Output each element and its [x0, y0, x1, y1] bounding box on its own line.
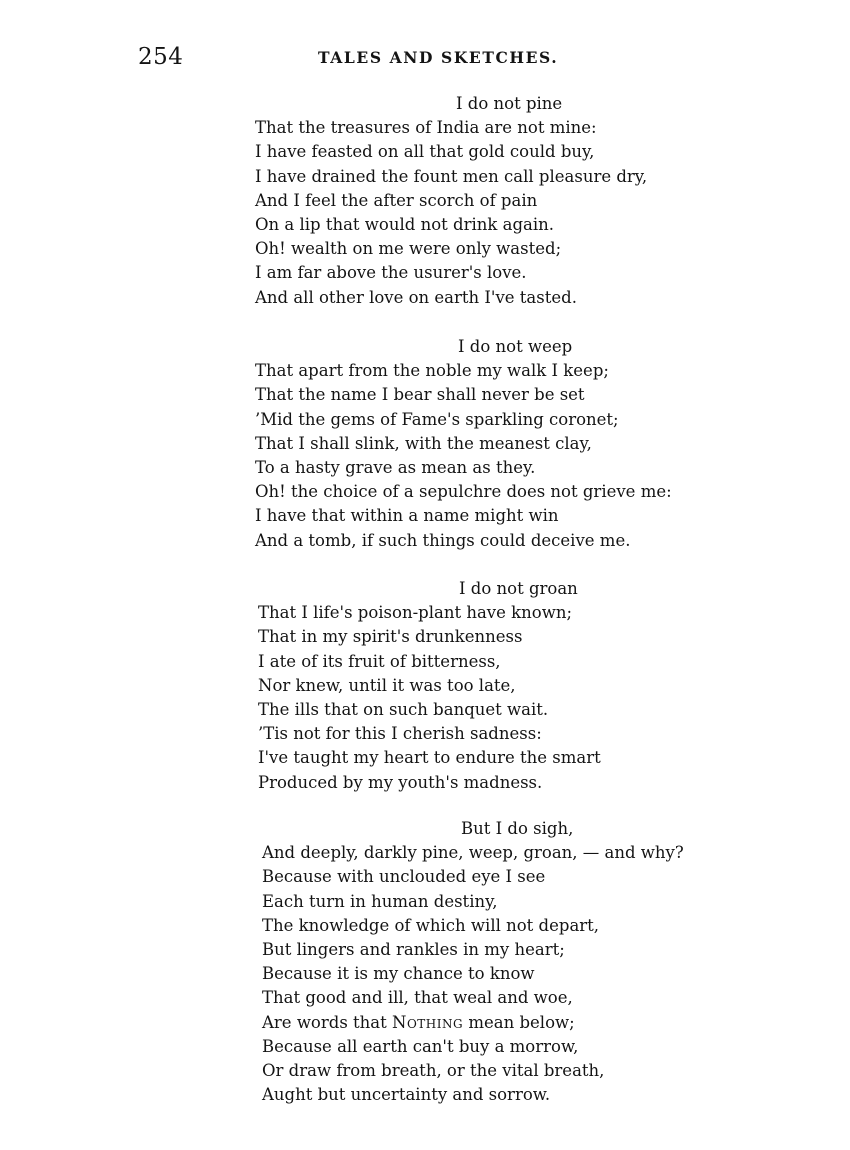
stanza-lead: But I do sigh,	[461, 819, 574, 838]
stanza-3	[0, 577, 850, 795]
verse-line: I am far above the usurer's love.	[255, 263, 527, 283]
verse-line: The ills that on such banquet wait.	[258, 700, 549, 720]
verse-line: I have feasted on all that gold could buy,	[255, 142, 595, 162]
verse-line: But lingers and rankles in my heart;	[262, 940, 565, 960]
page-number: 254	[138, 44, 184, 70]
verse-line: And all other love on earth I've tasted.	[255, 287, 577, 307]
verse-line: Or draw from breath, or the vital breath,	[262, 1061, 605, 1081]
verse-line: Nor knew, until it was too late,	[258, 675, 516, 695]
verse-line: That I shall slink, with the meanest clay,	[255, 433, 592, 453]
verse-line: And a tomb, if such things could deceive me.	[255, 530, 631, 550]
verse-line: Each turn in human destiny,	[262, 891, 498, 911]
verse-line: Oh! the choice of a sepulchre does not grieve me:	[255, 482, 672, 502]
verse-line: That the treasures of India are not mine:	[255, 118, 597, 138]
verse-line: Produced by my youth's madness.	[258, 772, 543, 792]
verse-line: Aught but uncertainty and sorrow.	[262, 1085, 551, 1105]
stanza-lead: I do not pine	[456, 94, 563, 113]
verse-line: I ate of its fruit of bitterness,	[258, 651, 501, 671]
page-header	[0, 44, 850, 74]
stanza-1	[0, 92, 850, 310]
verse-line: I have drained the fount men call pleasure dry,	[255, 166, 648, 186]
verse-line: That the name I bear shall never be set	[255, 385, 585, 405]
verse-text: Are words that	[262, 1012, 387, 1032]
stanza-2	[0, 335, 850, 553]
verse-line: That I life's poison-plant have known;	[258, 603, 572, 623]
verse-line: To a hasty grave as mean as they.	[255, 458, 536, 478]
small-caps-word: Nothing	[392, 1012, 464, 1032]
verse-line: ’Mid the gems of Fame's sparkling coronet;	[255, 409, 619, 429]
verse-line: The knowledge of which will not depart,	[262, 915, 600, 935]
verse-line: Because it is my chance to know	[262, 964, 535, 984]
verse-line: ’Tis not for this I cherish sadness:	[258, 724, 542, 744]
verse-line	[0, 1011, 850, 1035]
verse-line: Because all earth can't buy a morrow,	[262, 1036, 579, 1056]
verse-line: Oh! wealth on me were only wasted;	[255, 239, 562, 259]
running-head: TALES AND SKETCHES.	[318, 48, 559, 67]
verse-line: On a lip that would not drink again.	[255, 215, 554, 235]
verse-line: That apart from the noble my walk I keep;	[255, 361, 609, 381]
stanza-lead: I do not groan	[459, 579, 578, 598]
stanza-4	[0, 817, 850, 1107]
stanza-lead: I do not weep	[458, 337, 573, 356]
verse-line: That in my spirit's drunkenness	[258, 627, 523, 647]
verse-line: And I feel the after scorch of pain	[255, 190, 538, 210]
verse-line: That good and ill, that weal and woe,	[262, 988, 573, 1008]
verse-line: I've taught my heart to endure the smart	[258, 748, 601, 768]
verse-line: I have that within a name might win	[255, 506, 559, 526]
verse-line: Because with unclouded eye I see	[262, 867, 546, 887]
verse-text: mean below;	[468, 1012, 575, 1032]
verse-line: And deeply, darkly pine, weep, groan, — and why?	[262, 843, 684, 863]
